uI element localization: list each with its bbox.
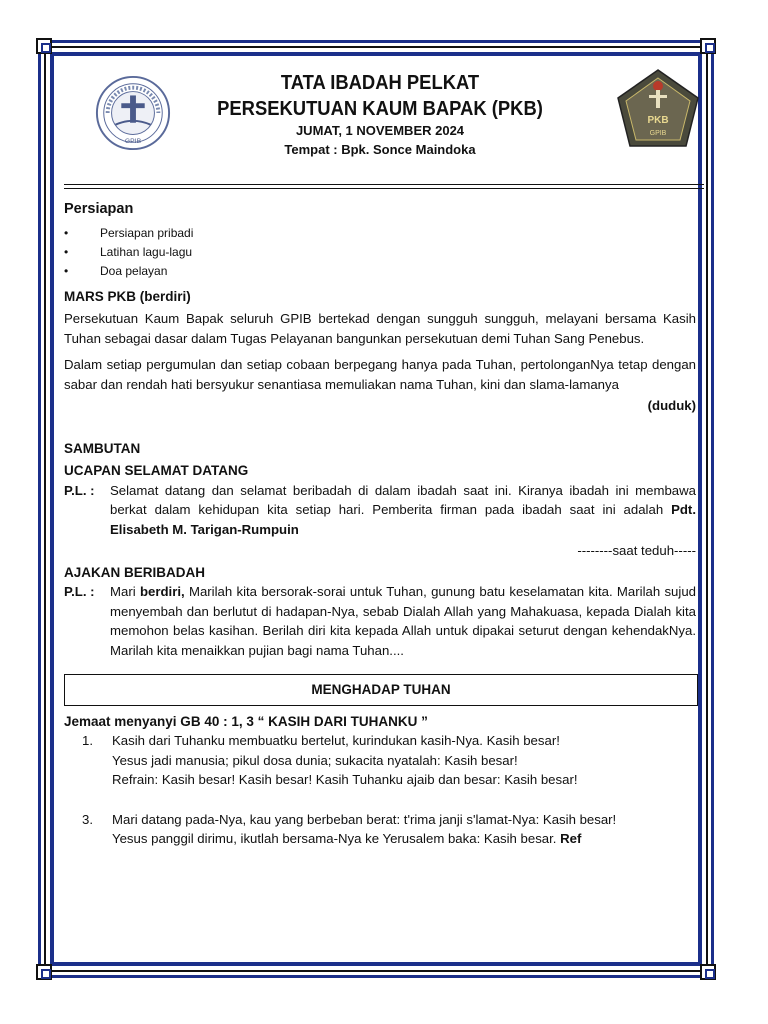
document-body bbox=[64, 200, 696, 849]
border-corner-ornament bbox=[700, 964, 716, 980]
pl-ajakan-text: Mari berdiri, Marilah kita bersorak-sorai untuk Tuhan, gunung batu keselamatan kita. Marilah sujud menyembah dan berlutut di hadapan-Nya, sebab Dialah Allah yang Mahakuasa, kepada Dialah kita memohon belas kasihan. Berilah diri kita kepada Allah untuk dipakai seturut dengan kehendakNya. Marilah kita menaikkan pujian bagi nama Tuhan.... bbox=[110, 584, 696, 658]
document-header bbox=[64, 60, 696, 180]
section-heading-sambutan: SAMBUTAN bbox=[64, 440, 141, 456]
mars-paragraph-1: Persekutuan Kaum Bapak seluruh GPIB bertekad dengan sungguh sungguh, melayani bersama Kasih Tuhan sebagai dasar dalam Tugas Pelayanan bangunkan persekutuan demi Tuhan Sang Penebus. bbox=[64, 311, 696, 346]
list-item: • Doa pelayan bbox=[64, 262, 696, 281]
header-titles bbox=[174, 70, 586, 160]
verse-number: 3. bbox=[82, 811, 93, 827]
border-corner-ornament bbox=[36, 964, 52, 980]
preacher-name: Pdt. Elisabeth M. Tarigan-Rumpuin bbox=[110, 502, 696, 537]
verse-number: 1. bbox=[82, 733, 93, 748]
pkb-logo bbox=[616, 68, 700, 150]
header-divider bbox=[64, 184, 704, 185]
document-title: TATA IBADAH PELKAT bbox=[280, 72, 480, 94]
pl-label: P.L. : bbox=[64, 482, 95, 498]
verse-line: Yesus panggil dirimu, ikutlah bersama-Nya ke Yerusalem baka: Kasih besar. Ref bbox=[112, 831, 582, 846]
pl-ucapan bbox=[64, 481, 696, 540]
song-verses bbox=[64, 731, 696, 849]
instruction-duduk: (duduk) bbox=[647, 398, 696, 413]
song-verse bbox=[64, 731, 696, 790]
section-box-menghadap-tuhan: MENGHADAP TUHAN bbox=[64, 674, 698, 706]
pl-label: P.L. : bbox=[64, 584, 95, 599]
list-item: • Persiapan pribadi bbox=[64, 224, 696, 243]
verse-line: Refrain: Kasih besar! Kasih besar! Kasih Tuhanku ajaib dan besar: Kasih besar! bbox=[112, 772, 578, 787]
header-divider bbox=[64, 188, 704, 189]
pl-ucapan-text: Selamat datang dan selamat beribadah di dalam ibadah saat ini. Kiranya ibadah ini membawa berkat dalam kehidupan kita setiap hari. Pemberita firman pada ibadah saat ini adalah Pdt. Elisabeth M. Tarigan-Rumpuin bbox=[110, 482, 696, 537]
document-page bbox=[64, 60, 696, 846]
song-verse bbox=[64, 810, 696, 849]
song-heading: Jemaat menyanyi GB 40 : 1, 3 “ KASIH DARI TUHANKU ” bbox=[64, 713, 428, 729]
section-heading-persiapan: Persiapan bbox=[64, 201, 134, 217]
gpib-seal-logo bbox=[94, 74, 172, 152]
section-heading-ajakan: AJAKAN BERIBADAH bbox=[64, 564, 206, 580]
refrain-marker: Ref bbox=[560, 831, 582, 846]
verse-line: Mari datang pada-Nya, kau yang berbeban berat: t'rima janji s'lamat-Nya: Kasih besar! bbox=[112, 811, 617, 827]
mars-paragraph-2: Dalam setiap pergumulan dan setiap cobaan berpegang hanya pada Tuhan, pertolonganNya tetap dengan sabar dan rendah hati bersyukur senantiasa memuliakan nama Tuhan, kini dan slama-lamanya bbox=[64, 357, 696, 392]
svg-text:PKB: PKB bbox=[647, 115, 669, 126]
verse-line: Kasih dari Tuhanku membuatku bertelut, kurindukan kasih-Nya. Kasih besar! bbox=[112, 733, 560, 748]
section-heading-ucapan: UCAPAN SELAMAT DATANG bbox=[64, 463, 249, 478]
border-corner-ornament bbox=[36, 38, 52, 54]
section-heading-mars: MARS PKB (berdiri) bbox=[64, 288, 191, 304]
document-subtitle: PERSEKUTUAN KAUM BAPAK (PKB) bbox=[217, 98, 543, 120]
svg-text:GPIB: GPIB bbox=[649, 130, 667, 137]
document-place: Tempat : Bpk. Sonce Maindoka bbox=[284, 142, 476, 157]
pl-ajakan bbox=[64, 582, 696, 660]
list-item: • Latihan lagu-lagu bbox=[64, 243, 696, 262]
svg-text:GPIB: GPIB bbox=[124, 138, 142, 146]
border-corner-ornament bbox=[700, 38, 716, 54]
persiapan-list bbox=[64, 224, 696, 281]
instruction-saat-teduh: --------saat teduh----- bbox=[577, 543, 696, 558]
verse-line: Yesus jadi manusia; pikul dosa dunia; sukacita nyatalah: Kasih besar! bbox=[112, 752, 518, 768]
document-date: JUMAT, 1 NOVEMBER 2024 bbox=[295, 123, 465, 138]
